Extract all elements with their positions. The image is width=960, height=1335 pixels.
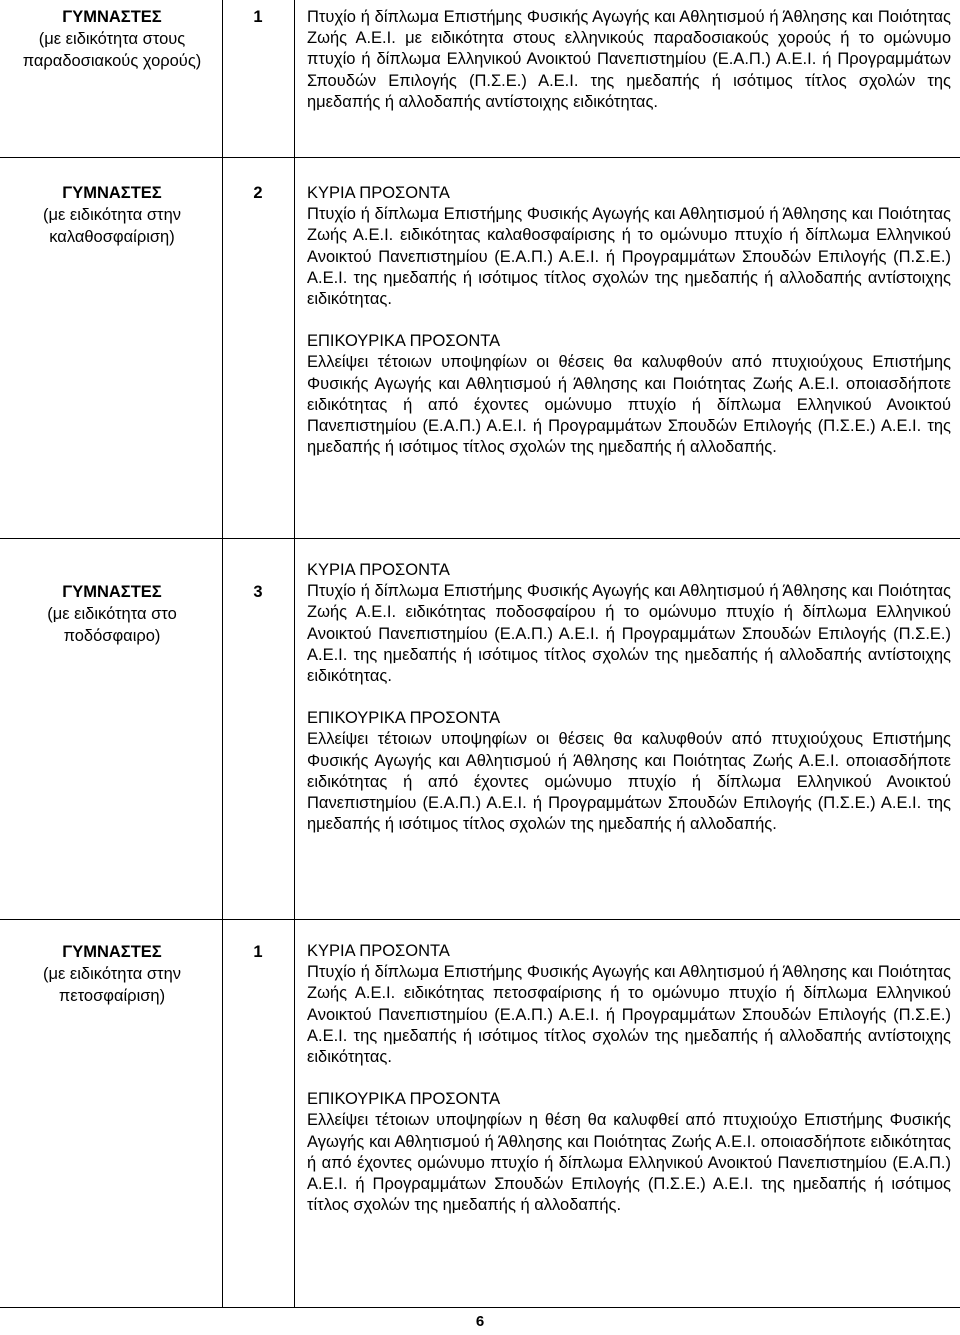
secondary-qualifications-text: Ελλείψει τέτοιων υποψηφίων η θέση θα καλυφθεί από πτυχιούχο Επιστήμης Φυσικής Αγωγής και Αθλητισμού ή Άθλησης και Ποιότητας Ζωής Α.Ε.Ι. οποιασδήποτε ειδικότητας ή από έχοντες ομώνυμο πτυχίο ή δίπλωμα Ελληνικού Ανοικτού Πανεπιστημίου (Ε.Α.Π.) Α.Ε.Ι. ή Προγραμμάτων Σπουδών Επιλογής (Π.Σ.Ε.) Α.Ε.Ι. της ημεδαπής ή ισότιμος τίτλος σχολών της ημεδαπής ή αλλοδαπής. bbox=[307, 1111, 951, 1215]
position-title: ΓΥΜΝΑΣΤΕΣ bbox=[62, 583, 162, 601]
position-cell bbox=[8, 581, 216, 647]
table-bottom-border bbox=[0, 1307, 960, 1308]
primary-qualifications-text: Πτυχίο ή δίπλωμα Επιστήμης Φυσικής Αγωγής και Αθλητισμού ή Άθλησης και Ποιότητας Ζωής Α.Ε.Ι. ειδικότητας ποδοσφαίρου ή το ομώνυμο πτυχίο ή δίπλωμα Ελληνικού Ανοικτού Πανεπιστημίου (Ε.Α.Π.) Α.Ε.Ι. ή Προγραμμάτων Σπουδών Επιλογής (Π.Σ.Ε.) Α.Ε.Ι. της ημεδαπής ή ισότιμος τίτλος σχολών της ημεδαπής ή αλλοδαπής αντίστοιχης ειδικότητας. bbox=[307, 582, 951, 686]
position-cell bbox=[8, 182, 216, 248]
secondary-qualifications-heading: ΕΠΙΚΟΥΡΙΚΑ ΠΡΟΣΟΝΤΑ bbox=[307, 1090, 501, 1109]
position-count: 1 bbox=[253, 943, 263, 961]
table-row bbox=[0, 920, 960, 1307]
secondary-qualifications-text: Ελλείψει τέτοιων υποψηφίων οι θέσεις θα καλυφθούν από πτυχιούχους Επιστήμης Φυσικής Αγωγής και Αθλητισμού ή Άθλησης και Ποιότητας Ζωής Α.Ε.Ι. οποιασδήποτε ειδικότητας ή από έχοντες ομώνυμο πτυχίο ή δίπλωμα Ελληνικού Ανοικτού Πανεπιστημίου (Ε.Α.Π.) Α.Ε.Ι. ή Προγραμμάτων Σπουδών Επιλογής (Π.Σ.Ε.) Α.Ε.Ι. της ημεδαπής ή ισότιμος τίτλος σχολών της ημεδαπής ή αλλοδαπής. bbox=[307, 730, 951, 834]
qualifications-cell bbox=[307, 7, 951, 113]
primary-qualifications-text: Πτυχίο ή δίπλωμα Επιστήμης Φυσικής Αγωγής και Αθλητισμού ή Άθλησης και Ποιότητας Ζωής Α.Ε.Ι. με ειδικότητα στους ελληνικούς παραδοσιακούς χορούς ή το ομώνυμο πτυχίο ή δίπλωμα Ελληνικού Ανοικτού Πανεπιστημίου (Ε.Α.Π.) Α.Ε.Ι. ή Προγραμμάτων Σπουδών Επιλογής (Π.Σ.Ε.) Α.Ε.Ι. της ημεδαπής ή ισότιμος τίτλος σχολών της ημεδαπής ή αλλοδαπής αντίστοιχης ειδικότητας. bbox=[307, 8, 951, 111]
qualifications-cell bbox=[307, 560, 951, 835]
position-count: 2 bbox=[253, 184, 263, 202]
secondary-qualifications-heading: ΕΠΙΚΟΥΡΙΚΑ ΠΡΟΣΟΝΤΑ bbox=[307, 332, 501, 351]
primary-qualifications-heading: ΚΥΡΙΑ ΠΡΟΣΟΝΤΑ bbox=[307, 184, 450, 202]
qualifications-cell bbox=[307, 941, 951, 1216]
position-specialty: (με ειδικότητα στους παραδοσιακούς χορούς) bbox=[22, 30, 202, 70]
primary-qualifications-text: Πτυχίο ή δίπλωμα Επιστήμης Φυσικής Αγωγής και Αθλητισμού ή Άθλησης και Ποιότητας Ζωής Α.Ε.Ι. ειδικότητας πετοσφαίρισης ή το ομώνυμο πτυχίο ή δίπλωμα Ελληνικού Ανοικτού Πανεπιστημίου (Ε.Α.Π.) Α.Ε.Ι. ή Προγραμμάτων Σπουδών Επιλογής (Π.Σ.Ε.) Α.Ε.Ι. της ημεδαπής ή ισότιμος τίτλος σχολών της ημεδαπής ή αλλοδαπής αντίστοιχης ειδικότητας. bbox=[307, 963, 951, 1067]
position-title: ΓΥΜΝΑΣΤΕΣ bbox=[62, 8, 162, 26]
position-title: ΓΥΜΝΑΣΤΕΣ bbox=[62, 943, 162, 961]
qualifications-cell bbox=[307, 183, 951, 458]
primary-qualifications-text: Πτυχίο ή δίπλωμα Επιστήμης Φυσικής Αγωγής και Αθλητισμού ή Άθλησης και Ποιότητας Ζωής Α.Ε.Ι. ειδικότητας καλαθοσφαίρισης ή το ομώνυμο πτυχίο ή δίπλωμα Ελληνικού Ανοικτού Πανεπιστημίου (Ε.Α.Π.) Α.Ε.Ι. ή Προγραμμάτων Σπουδών Επιλογής (Π.Σ.Ε.) Α.Ε.Ι. της ημεδαπής ή ισότιμος τίτλος σχολών της ημεδαπής ή αλλοδαπής αντίστοιχης ειδικότητας. bbox=[307, 205, 951, 309]
position-specialty: (με ειδικότητα στο ποδόσφαιρο) bbox=[47, 605, 177, 645]
table-row bbox=[0, 539, 960, 919]
table-row bbox=[0, 158, 960, 538]
secondary-qualifications-text: Ελλείψει τέτοιων υποψηφίων οι θέσεις θα καλυφθούν από πτυχιούχους Επιστήμης Φυσικής Αγωγής και Αθλητισμού ή Άθλησης και Ποιότητας Ζωής Α.Ε.Ι. οποιασδήποτε ειδικότητας ή από έχοντες ομώνυμο πτυχίο ή δίπλωμα Ελληνικού Ανοικτού Πανεπιστημίου (Ε.Α.Π.) Α.Ε.Ι. ή Προγραμμάτων Σπουδών Επιλογής (Π.Σ.Ε.) Α.Ε.Ι. της ημεδαπής ή ισότιμος τίτλος σχολών της ημεδαπής ή αλλοδαπής. bbox=[307, 353, 951, 457]
position-cell bbox=[8, 6, 216, 72]
position-specialty: (με ειδικότητα στην πετοσφαίριση) bbox=[42, 965, 182, 1005]
primary-qualifications-heading: ΚΥΡΙΑ ΠΡΟΣΟΝΤΑ bbox=[307, 561, 450, 579]
secondary-qualifications-heading: ΕΠΙΚΟΥΡΙΚΑ ΠΡΟΣΟΝΤΑ bbox=[307, 709, 501, 728]
position-count: 3 bbox=[253, 583, 263, 601]
position-title: ΓΥΜΝΑΣΤΕΣ bbox=[62, 184, 162, 202]
position-specialty: (με ειδικότητα στην καλαθοσφαίριση) bbox=[42, 206, 182, 246]
position-count: 1 bbox=[253, 8, 263, 26]
table-row bbox=[0, 0, 960, 157]
position-cell bbox=[8, 941, 216, 1007]
primary-qualifications-heading: ΚΥΡΙΑ ΠΡΟΣΟΝΤΑ bbox=[307, 942, 450, 960]
page-number: 6 bbox=[475, 1313, 485, 1330]
